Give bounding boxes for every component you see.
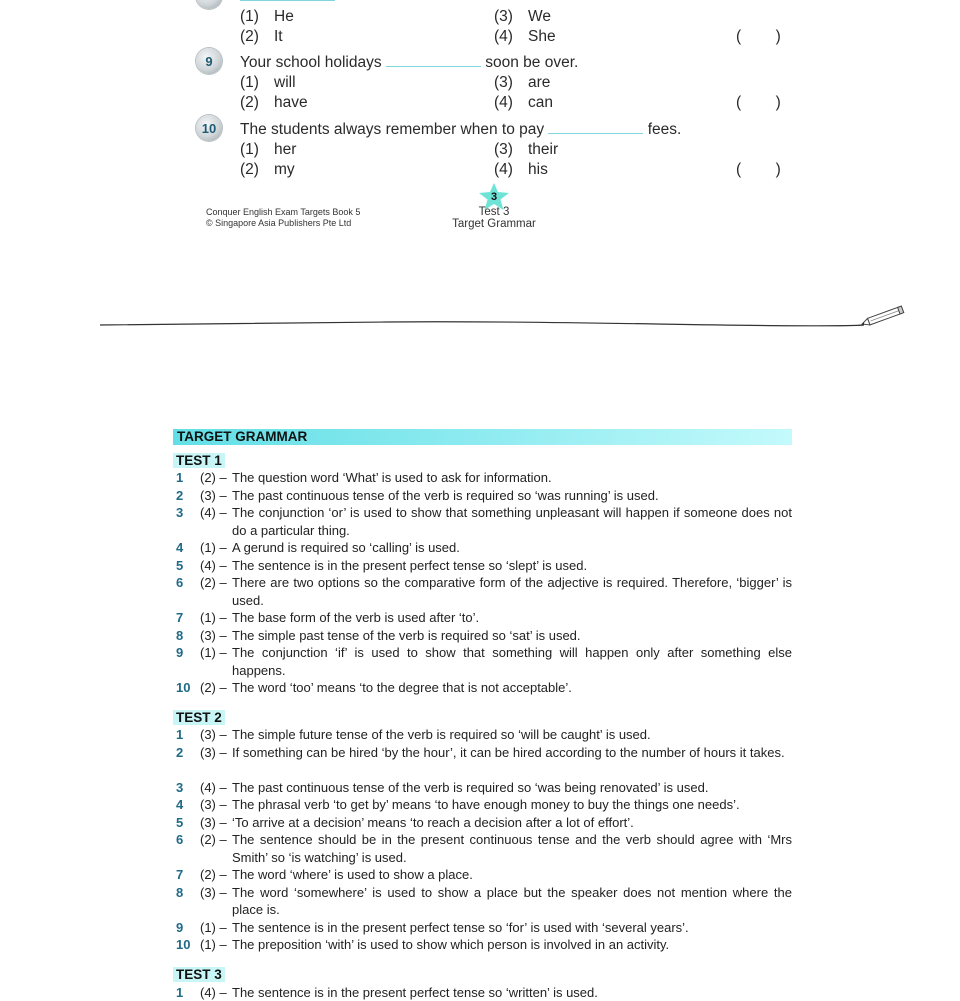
answer-bracket[interactable]: ( ): [736, 28, 781, 46]
answer-blank[interactable]: [386, 56, 481, 67]
answer-item: 1 (2) – The question word ‘What’ is used to ask for information.: [176, 469, 792, 487]
option[interactable]: (2) have: [240, 94, 308, 112]
question-stem: Your school holidays soon be over.: [240, 54, 578, 72]
section-label: Target Grammar: [434, 218, 554, 230]
answer-item: 4 (3) – The phrasal verb ‘to get by’ means ‘to have enough money to buy the things one needs’.: [176, 796, 792, 814]
copyright: © Singapore Asia Publishers Pte Ltd: [206, 218, 360, 229]
answer-item: 6 (2) – There are two options so the comparative form of the adjective is required. Therefore, ‘bigger’ is used.: [176, 574, 792, 609]
answer-blank[interactable]: [240, 0, 335, 1]
question-number-badge: 10: [196, 115, 222, 141]
answer-item: 6 (2) – The sentence should be in the present continuous tense and the verb should agree with ‘Mrs Smith’ so ‘is watching’ is used.: [176, 831, 792, 866]
test-heading: TEST 2: [173, 709, 225, 727]
answer-bracket[interactable]: ( ): [736, 161, 781, 179]
option[interactable]: (4) She: [494, 28, 556, 46]
option[interactable]: (3) We: [494, 8, 551, 26]
answer-item: 1 (4) – The sentence is in the present perfect tense so ‘written’ is used.: [176, 984, 792, 1001]
page-divider: [96, 304, 908, 334]
option[interactable]: (4) his: [494, 161, 548, 179]
option[interactable]: (3) are: [494, 74, 550, 92]
answer-item: 8 (3) – The simple past tense of the verb is required so ‘sat’ is used.: [176, 627, 792, 645]
question-stem: The students always remember when to pay fees.: [240, 121, 681, 139]
answer-item: 5 (4) – The sentence is in the present perfect tense so ‘slept’ is used.: [176, 557, 792, 575]
answer-item: 2 (3) – The past continuous tense of the verb is required so ‘was running’ is used.: [176, 487, 792, 505]
page-number: 3: [478, 191, 510, 203]
answer-item: 7 (2) – The word ‘where’ is used to show a place.: [176, 866, 792, 884]
answer-item: 9 (1) – The sentence is in the present perfect tense so ‘for’ is used with ‘several years’.: [176, 919, 792, 937]
answer-item: 7 (1) – The base form of the verb is used after ‘to’.: [176, 609, 792, 627]
question-number-badge: 9: [196, 48, 222, 74]
option[interactable]: (1) her: [240, 141, 296, 159]
answer-bracket[interactable]: ( ): [736, 94, 781, 112]
answer-item: 10 (2) – The word ‘too’ means ‘to the degree that is not acceptable’.: [176, 679, 792, 697]
option[interactable]: (1) will: [240, 74, 296, 92]
option[interactable]: (4) can: [494, 94, 553, 112]
answer-item: 3 (4) – The conjunction ‘or’ is used to show that something unpleasant will happen if someone does not do a particular thing.: [176, 504, 792, 539]
question-number-badge: [196, 0, 222, 9]
pencil-icon: [858, 305, 908, 329]
section-header-bar: [173, 429, 792, 445]
answer-item: 3 (4) – The past continuous tense of the verb is required so ‘was being renovated’ is used.: [176, 779, 792, 797]
answer-item: 10 (1) – The preposition ‘with’ is used to show which person is involved in an activity.: [176, 936, 792, 954]
answer-item: 8 (3) – The word ‘somewhere’ is used to show a place but the speaker does not mention where the place is.: [176, 884, 792, 919]
page-footer-section: [434, 206, 554, 230]
test-label: Test 3: [434, 206, 554, 218]
answer-item: 1 (3) – The simple future tense of the verb is required so ‘will be caught’ is used.: [176, 726, 792, 744]
answer-item: 4 (1) – A gerund is required so ‘calling’ is used.: [176, 539, 792, 557]
section-title: TARGET GRAMMAR: [173, 429, 792, 445]
answer-item: 5 (3) – ‘To arrive at a decision’ means ‘to reach a decision after a lot of effort’.: [176, 814, 792, 832]
book-title: Conquer English Exam Targets Book 5: [206, 207, 360, 218]
answer-blank[interactable]: [548, 123, 643, 134]
page-footer-credits: [206, 207, 360, 229]
option[interactable]: (1) He: [240, 8, 294, 26]
option[interactable]: (2) my: [240, 161, 295, 179]
answer-item: 2 (3) – If something can be hired ‘by the hour’, it can be hired according to the number of hours it takes.: [176, 744, 792, 762]
test-heading: TEST 1: [173, 452, 225, 470]
answer-item: 9 (1) – The conjunction ‘if’ is used to show that something will happen only after something else happens.: [176, 644, 792, 679]
option[interactable]: (2) It: [240, 28, 283, 46]
test-heading: TEST 3: [173, 966, 225, 984]
option[interactable]: (3) their: [494, 141, 558, 159]
